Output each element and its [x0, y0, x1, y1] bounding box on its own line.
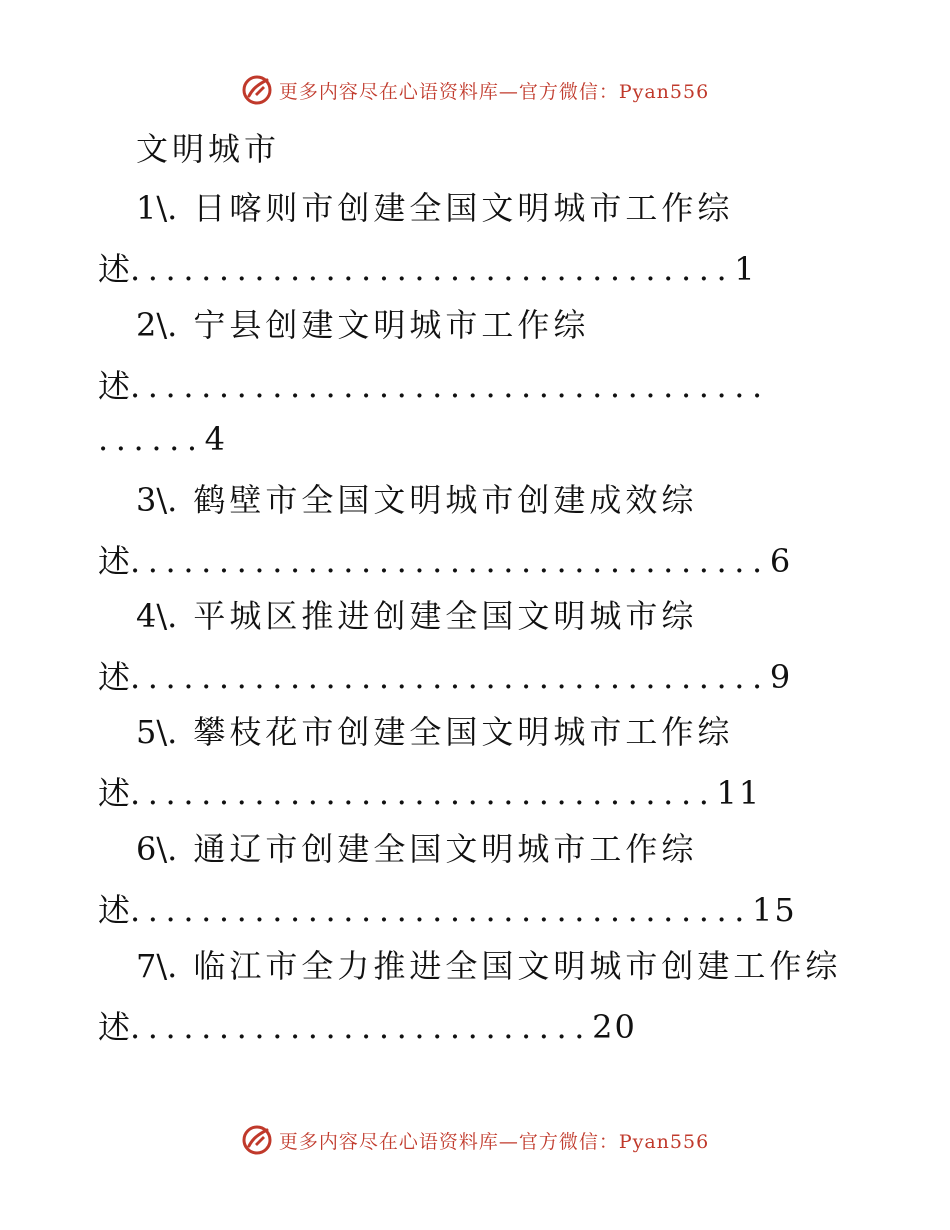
toc-item-tail: 述	[98, 250, 131, 288]
toc-item-title[interactable]	[136, 824, 697, 870]
toc-item-tail: 述	[98, 542, 131, 580]
toc-item-leader[interactable]	[98, 652, 792, 698]
toc-item-leader[interactable]	[98, 244, 757, 290]
toc-item-tail: 述	[98, 1008, 131, 1046]
footer-banner	[0, 1120, 950, 1160]
toc-item-number: 5\.	[136, 713, 178, 751]
toc-item-text: 平城区推进创建全国文明城市综	[193, 597, 698, 635]
toc-page-number: 1	[734, 250, 757, 288]
toc-item-tail: 述	[98, 367, 131, 405]
toc-item-text: 临江市全力推进全国文明城市创建工作综	[193, 947, 842, 985]
toc-leader-dots: ..................................	[130, 250, 735, 288]
header-banner-text: 更多内容尽在心语资料库—官方微信：Pyan556	[278, 80, 710, 103]
toc-item-text: 通辽市创建全国文明城市工作综	[193, 830, 698, 868]
toc-item-text: 日喀则市创建全国文明城市工作综	[193, 189, 734, 227]
toc-page-number: 6	[769, 542, 793, 580]
footer-banner-text: 更多内容尽在心语资料库—官方微信：Pyan556	[278, 1130, 710, 1153]
toc-item-tail: 述	[98, 891, 131, 929]
toc-item-leader[interactable]	[98, 768, 761, 814]
toc-item-number: 7\.	[136, 947, 178, 985]
toc-item-leader[interactable]	[98, 361, 770, 407]
toc-item-number: 6\.	[136, 830, 178, 868]
toc-item-text: 鹤壁市全国文明城市创建成效综	[193, 481, 698, 519]
toc-item-leader[interactable]	[98, 1002, 637, 1048]
toc-item-number: 2\.	[136, 306, 178, 344]
toc-item-title[interactable]	[136, 183, 733, 229]
toc-leader-dots: .................................	[130, 774, 717, 812]
toc-page-number: 4	[204, 420, 227, 458]
toc-item-title[interactable]	[136, 941, 841, 987]
toc-page-number: 9	[769, 658, 793, 696]
toc-page-number: 15	[752, 891, 797, 929]
toc-leader-dots: ....................................	[130, 658, 770, 696]
toc-item-title[interactable]	[136, 300, 589, 346]
toc-item-tail: 述	[98, 658, 131, 696]
toc-item-title[interactable]	[136, 591, 697, 637]
toc-item-leader[interactable]	[98, 536, 792, 582]
toc-item-text: 宁县创建文明城市工作综	[193, 306, 590, 344]
toc-page-number: 11	[716, 774, 762, 812]
toc-item-leader[interactable]	[98, 885, 797, 931]
toc-item-leader-continued[interactable]	[98, 420, 227, 458]
pen-swirl-logo-icon	[241, 1124, 273, 1156]
toc-item-title[interactable]	[136, 707, 733, 753]
toc-item-number: 4\.	[136, 597, 178, 635]
toc-leader-dots: ..........................	[130, 1008, 593, 1046]
toc-leader-dots: ....................................	[130, 367, 770, 405]
toc-item-text: 攀枝花市创建全国文明城市工作综	[193, 713, 734, 751]
page-title: 文明城市	[136, 130, 281, 168]
toc-item-number: 3\.	[136, 481, 178, 519]
toc-item-tail: 述	[98, 774, 131, 812]
toc-leader-dots: ...................................	[130, 891, 753, 929]
toc-item-title[interactable]	[136, 475, 697, 521]
toc-leader-dots: ....................................	[130, 542, 770, 580]
toc-page-number: 20	[592, 1008, 637, 1046]
toc-item-number: 1\.	[136, 189, 178, 227]
toc-leader-dots: ......	[98, 420, 205, 458]
